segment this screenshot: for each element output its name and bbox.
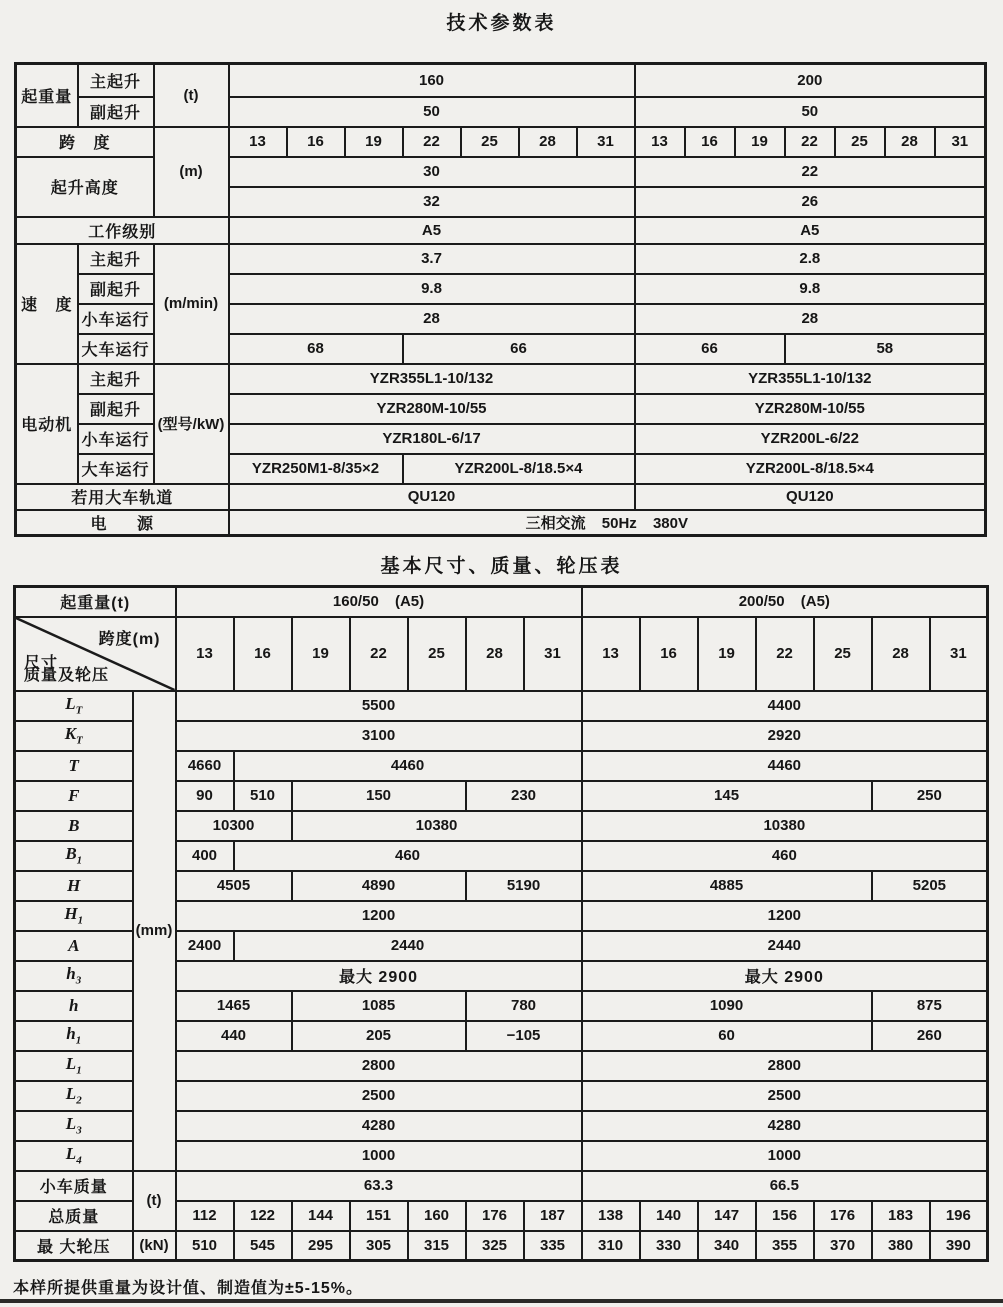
value-cell: 140	[640, 1201, 698, 1231]
value-cell: 355	[756, 1231, 814, 1261]
span-cell: 13	[176, 617, 234, 691]
dim-label: $L_1$	[15, 1051, 133, 1081]
value-cell: 50	[229, 97, 635, 127]
span-cell: 31	[930, 617, 988, 691]
value-cell: 440	[176, 1021, 292, 1051]
value-cell: 2800	[176, 1051, 582, 1081]
dim-label: $h_1$	[15, 1021, 133, 1051]
row-label: 副起升	[78, 274, 154, 304]
value-cell: 10380	[582, 811, 988, 841]
span-cell: 28	[519, 127, 577, 157]
value-cell: 1000	[176, 1141, 582, 1171]
span-cell: 31	[935, 127, 986, 157]
value-cell: QU120	[229, 484, 635, 510]
value-cell: 5205	[872, 871, 988, 901]
value-cell: 156	[756, 1201, 814, 1231]
value-cell: 9.8	[229, 274, 635, 304]
value-cell: 460	[234, 841, 582, 871]
value-cell: 26	[635, 187, 986, 217]
row-label: 若用大车轨道	[16, 484, 229, 510]
value-cell: 2500	[582, 1081, 988, 1111]
span-cell: 25	[408, 617, 466, 691]
unit-label: (t)	[154, 64, 229, 127]
value-cell: 4890	[292, 871, 466, 901]
value-cell: 1085	[292, 991, 466, 1021]
value-cell: 160	[229, 64, 635, 97]
value-cell: 295	[292, 1231, 350, 1261]
span-cell: 25	[461, 127, 519, 157]
dim-label: T	[15, 751, 133, 781]
value-cell: 200/50 (A5)	[582, 587, 988, 617]
span-cell: 25	[814, 617, 872, 691]
value-cell: 150	[292, 781, 466, 811]
value-cell: 151	[350, 1201, 408, 1231]
value-cell: 5500	[176, 691, 582, 721]
row-label: 最 大轮压	[15, 1231, 133, 1261]
value-cell: 196	[930, 1201, 988, 1231]
value-cell: 160	[408, 1201, 466, 1231]
row-label: 工作级别	[16, 217, 229, 244]
value-cell: 138	[582, 1201, 640, 1231]
value-cell: 260	[872, 1021, 988, 1051]
row-label: 大车运行	[78, 334, 154, 364]
unit-label: (型号/kW)	[154, 364, 229, 484]
value-cell: 325	[466, 1231, 524, 1261]
value-cell: YZR180L-6/17	[229, 424, 635, 454]
technical-parameters-table	[14, 62, 987, 537]
dim-label: F	[15, 781, 133, 811]
value-cell: YZR280M-10/55	[229, 394, 635, 424]
value-cell: 310	[582, 1231, 640, 1261]
value-cell: 三相交流 50Hz 380V	[229, 510, 986, 536]
value-cell: 160/50 (A5)	[176, 587, 582, 617]
value-cell: 66	[635, 334, 785, 364]
row-label: 小车运行	[78, 304, 154, 334]
unit-label: (t)	[133, 1171, 176, 1231]
value-cell: A5	[229, 217, 635, 244]
value-cell: 4660	[176, 751, 234, 781]
value-cell: 144	[292, 1201, 350, 1231]
value-cell: 147	[698, 1201, 756, 1231]
span-cell: 16	[287, 127, 345, 157]
span-cell: 22	[756, 617, 814, 691]
value-cell: 305	[350, 1231, 408, 1261]
value-cell: YZR250M1-8/35×2	[229, 454, 403, 484]
value-cell: YZR280M-10/55	[635, 394, 986, 424]
span-cell: 28	[885, 127, 935, 157]
unit-label: (kN)	[133, 1231, 176, 1261]
value-cell: 2440	[582, 931, 988, 961]
value-cell: 9.8	[635, 274, 986, 304]
value-cell: 1200	[176, 901, 582, 931]
page-bottom-edge-line	[0, 1299, 1003, 1303]
value-cell: 4280	[176, 1111, 582, 1141]
value-cell: 63.3	[176, 1171, 582, 1201]
value-cell: 90	[176, 781, 234, 811]
value-cell: 1090	[582, 991, 872, 1021]
diagonal-label-span: 跨度(m)	[98, 630, 161, 648]
value-cell: 32	[229, 187, 635, 217]
value-cell: 315	[408, 1231, 466, 1261]
value-cell: 183	[872, 1201, 930, 1231]
row-label: 副起升	[78, 394, 154, 424]
footnote: 本样所提供重量为设计值、制造值为±5-15%。	[13, 1280, 364, 1297]
value-cell: YZR200L-8/18.5×4	[403, 454, 635, 484]
row-label: 大车运行	[78, 454, 154, 484]
span-cell: 22	[350, 617, 408, 691]
value-cell: 4885	[582, 871, 872, 901]
value-cell: 370	[814, 1231, 872, 1261]
value-cell: 4505	[176, 871, 292, 901]
value-cell: 28	[635, 304, 986, 334]
span-cell: 19	[292, 617, 350, 691]
value-cell: 875	[872, 991, 988, 1021]
value-cell: 4400	[582, 691, 988, 721]
value-cell: 3100	[176, 721, 582, 751]
row-label: 电 源	[16, 510, 229, 536]
value-cell: 最大 2900	[176, 961, 582, 991]
diagonal-header-cell	[15, 617, 176, 691]
unit-label: (mm)	[133, 691, 176, 1171]
span-cell: 13	[582, 617, 640, 691]
dim-label: $K_T$	[15, 721, 133, 751]
value-cell: 380	[872, 1231, 930, 1261]
value-cell: 545	[234, 1231, 292, 1261]
row-label: 速 度	[16, 244, 78, 364]
value-cell: YZR200L-8/18.5×4	[635, 454, 986, 484]
value-cell: 68	[229, 334, 403, 364]
value-cell: 3.7	[229, 244, 635, 274]
value-cell: 400	[176, 841, 234, 871]
value-cell: 122	[234, 1201, 292, 1231]
value-cell: 10380	[292, 811, 582, 841]
value-cell: YZR355L1-10/132	[635, 364, 986, 394]
dim-label: $L_3$	[15, 1111, 133, 1141]
span-cell: 19	[345, 127, 403, 157]
span-cell: 28	[872, 617, 930, 691]
value-cell: −105	[466, 1021, 582, 1051]
value-cell: 510	[176, 1231, 234, 1261]
dim-label: $L_T$	[15, 691, 133, 721]
value-cell: YZR200L-6/22	[635, 424, 986, 454]
span-cell: 28	[466, 617, 524, 691]
span-cell: 19	[698, 617, 756, 691]
span-cell: 16	[685, 127, 735, 157]
row-label: 副起升	[78, 97, 154, 127]
value-cell: A5	[635, 217, 986, 244]
value-cell: 50	[635, 97, 986, 127]
value-cell: 390	[930, 1231, 988, 1261]
dim-label: h	[15, 991, 133, 1021]
dim-label: B	[15, 811, 133, 841]
row-label: 主起升	[78, 364, 154, 394]
value-cell: 330	[640, 1231, 698, 1261]
value-cell: 2800	[582, 1051, 988, 1081]
table2-title: 基本尺寸、质量、轮压表	[380, 556, 623, 577]
value-cell: 22	[635, 157, 986, 187]
value-cell: 2.8	[635, 244, 986, 274]
value-cell: 205	[292, 1021, 466, 1051]
value-cell: 2400	[176, 931, 234, 961]
value-cell: 176	[466, 1201, 524, 1231]
row-label: 电动机	[16, 364, 78, 484]
dim-label: H	[15, 871, 133, 901]
row-label: 起重量(t)	[15, 587, 176, 617]
value-cell: 2440	[234, 931, 582, 961]
span-cell: 13	[635, 127, 685, 157]
value-cell: 780	[466, 991, 582, 1021]
unit-label: (m)	[154, 127, 229, 217]
value-cell: 60	[582, 1021, 872, 1051]
row-label: 起升高度	[16, 157, 154, 217]
dim-label: $L_4$	[15, 1141, 133, 1171]
value-cell: 250	[872, 781, 988, 811]
value-cell: 4460	[234, 751, 582, 781]
dim-label: $h_3$	[15, 961, 133, 991]
unit-label: (m/min)	[154, 244, 229, 364]
value-cell: 460	[582, 841, 988, 871]
span-cell: 31	[524, 617, 582, 691]
row-label: 主起升	[78, 64, 154, 97]
row-label: 主起升	[78, 244, 154, 274]
dim-label: $L_2$	[15, 1081, 133, 1111]
span-cell: 25	[835, 127, 885, 157]
row-label: 跨 度	[16, 127, 154, 157]
value-cell: 510	[234, 781, 292, 811]
dim-label: A	[15, 931, 133, 961]
value-cell: QU120	[635, 484, 986, 510]
value-cell: 340	[698, 1231, 756, 1261]
value-cell: 335	[524, 1231, 582, 1261]
row-label: 小车质量	[15, 1171, 133, 1201]
value-cell: 112	[176, 1201, 234, 1231]
value-cell: 2920	[582, 721, 988, 751]
dimensions-mass-wheelload-table	[13, 585, 989, 1262]
value-cell: 145	[582, 781, 872, 811]
table1-title: 技术参数表	[446, 13, 557, 34]
value-cell: 1465	[176, 991, 292, 1021]
value-cell: 4280	[582, 1111, 988, 1141]
diagonal-label-mass: 质量及轮压	[24, 666, 110, 684]
span-cell: 13	[229, 127, 287, 157]
value-cell: 66.5	[582, 1171, 988, 1201]
value-cell: 66	[403, 334, 635, 364]
value-cell: 5190	[466, 871, 582, 901]
row-label: 起重量	[16, 64, 78, 127]
span-cell: 16	[640, 617, 698, 691]
span-cell: 22	[785, 127, 835, 157]
value-cell: 230	[466, 781, 582, 811]
span-cell: 16	[234, 617, 292, 691]
value-cell: 200	[635, 64, 986, 97]
dim-label: $B_1$	[15, 841, 133, 871]
diagonal-label-dimension: 尺寸	[24, 654, 59, 672]
value-cell: 30	[229, 157, 635, 187]
span-cell: 31	[577, 127, 635, 157]
value-cell: 1200	[582, 901, 988, 931]
value-cell: 10300	[176, 811, 292, 841]
row-label: 总质量	[15, 1201, 133, 1231]
value-cell: 187	[524, 1201, 582, 1231]
span-cell: 19	[735, 127, 785, 157]
dim-label: $H_1$	[15, 901, 133, 931]
value-cell: 176	[814, 1201, 872, 1231]
value-cell: 58	[785, 334, 986, 364]
value-cell: YZR355L1-10/132	[229, 364, 635, 394]
value-cell: 1000	[582, 1141, 988, 1171]
value-cell: 4460	[582, 751, 988, 781]
value-cell: 2500	[176, 1081, 582, 1111]
span-cell: 22	[403, 127, 461, 157]
value-cell: 最大 2900	[582, 961, 988, 991]
row-label: 小车运行	[78, 424, 154, 454]
value-cell: 28	[229, 304, 635, 334]
